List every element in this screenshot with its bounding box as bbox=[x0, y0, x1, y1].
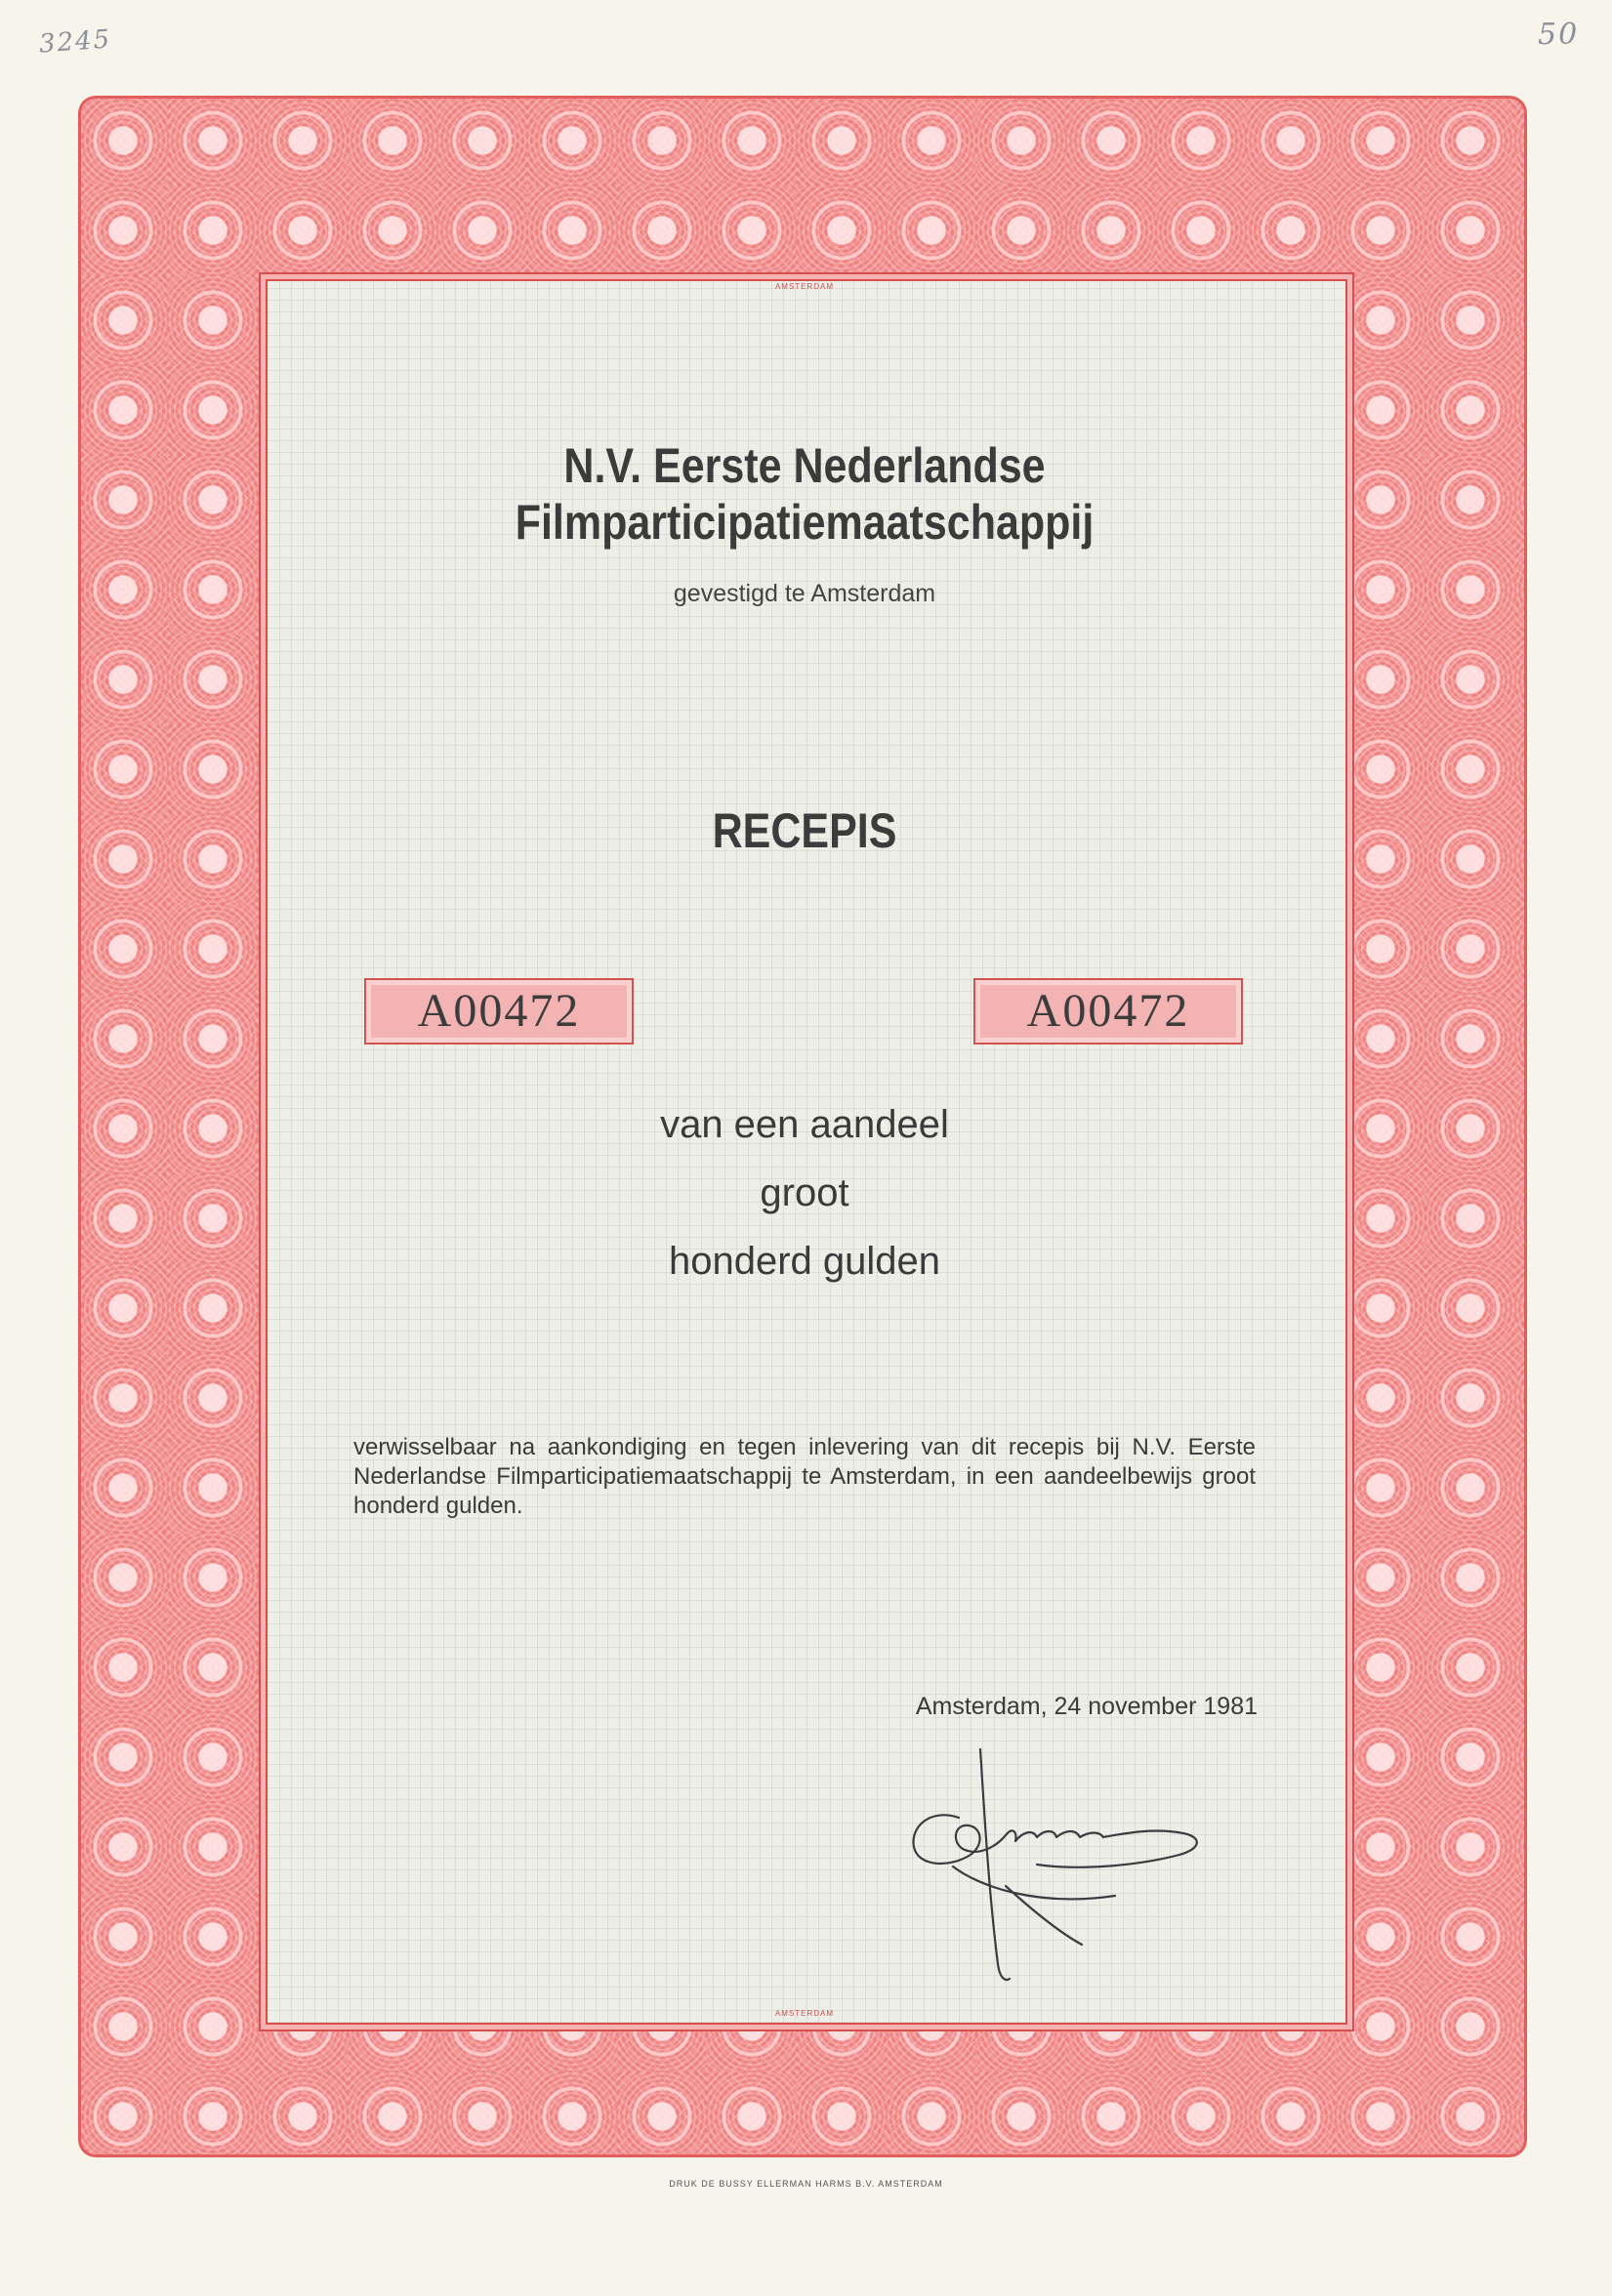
serial-number-left: A00472 bbox=[364, 978, 634, 1045]
company-seat: gevestigd te Amsterdam bbox=[673, 580, 936, 607]
document-title: RECEPIS bbox=[712, 803, 897, 858]
place-and-date: Amsterdam, 24 november 1981 bbox=[915, 1693, 1258, 1720]
microtext-bottom: AMSTERDAM bbox=[774, 2009, 835, 2018]
serial-number-right: A00472 bbox=[973, 978, 1243, 1045]
amount-line-3: honderd gulden bbox=[668, 1240, 941, 1283]
handwritten-number-right: 50 bbox=[1538, 18, 1580, 52]
company-name-line1: N.V. Eerste Nederlandse bbox=[563, 438, 1046, 493]
printer-imprint: DRUK DE BUSSY ELLERMAN HARMS B.V. AMSTERDAM bbox=[669, 2179, 943, 2189]
company-name-line2: Filmparticipatiemaatschappij bbox=[515, 495, 1095, 550]
amount-line-1: van een aandeel bbox=[660, 1103, 949, 1146]
exchange-terms: verwisselbaar na aankondiging en tegen inlevering van dit recepis bij N.V. Eerste Nederlandse Filmparticipatiemaatschappij te Amsterdam, in een aandeelbewijs groot honderd gulden. bbox=[353, 1434, 1256, 1519]
signature-image bbox=[890, 1740, 1261, 1993]
handwritten-number-left: 3245 bbox=[38, 24, 113, 60]
microtext-top: AMSTERDAM bbox=[774, 282, 835, 291]
amount-line-2: groot bbox=[760, 1171, 849, 1214]
